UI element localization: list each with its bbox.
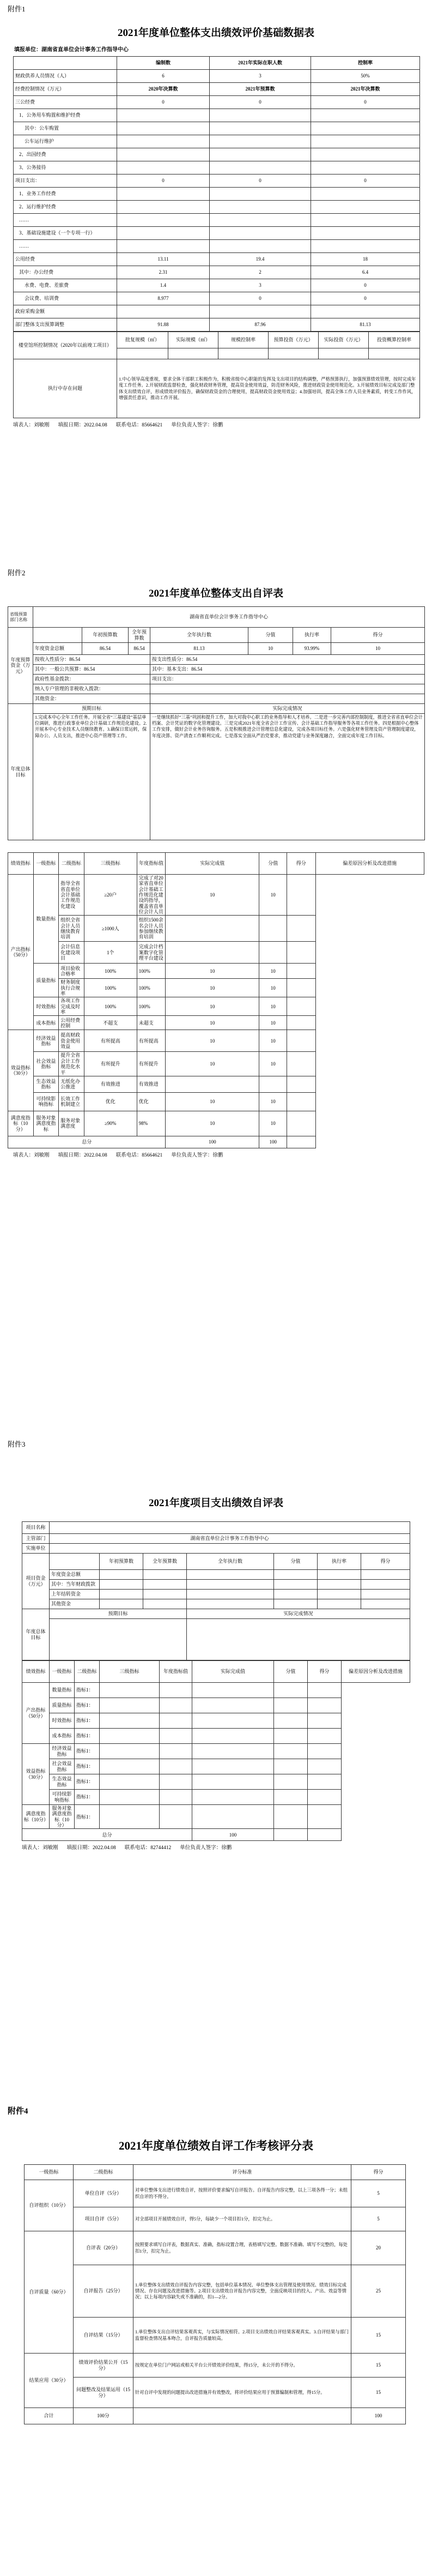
- annex2-indicator-rows: [8, 875, 424, 1136]
- indicator-row: 会计信息化建设项目 1个 完成会计档案数字化管理平台建设: [8, 942, 424, 964]
- table-row: [14, 227, 420, 240]
- annex4-table: 一级指标 二级指标 评分标准 得分 自评组织（10分） 单位自评（5分） 对单位整体支出进行绩效自评，按照评价要求编写自评报告。自评报告内容完整，以上三项各得一分；未组织自评的不得分。 5 项目自评（5分） 对全部项目开展绩效自评，得5分，每缺少一个项目扣1分，扣完为止。 5 自评质量（60分） 自评表（20分） 按照要求填写自评表，数据真实、准确，指标设置合理，表格填写完整。数据不准确、填写不完整的，每处扣1分，扣完为止。 20 自评报告（25分） 1.单位整体支出绩效自评报告内容完整，包括单位基本情况、单位整体支出管理及使用情况、绩效目标完成情况、存在问题及改进措施等。2.项目支出绩效自评报告内容完整，全面反映项目的投入、产出、效益等情况；以上每项内容缺失或不准确的，扣1—2分。 25 自评结果（15分） 1.单位整体支出自评结果客观真实，与实际情况相符。2.项目支出绩效自评结果客观真实。3.自评结果与部门监督检查情况基本吻合，自评报告质量较高。 15 结果应用（30分） 绩效评价结果公开（15分） 按规定在单位门户网站或相关平台公开绩效评价结果，得15分，未公开的不得分。 15 问题整改及结果运用（15分） 针对自评中发现的问题提出改进措施并有效整改，将评价结果应用于预算编制和管理，得15分。 15 合计 100分 100: [24, 2164, 406, 2424]
- row-label: 自评质量（60分）: [25, 2231, 74, 2354]
- annex4-section: [0, 2105, 432, 2424]
- row-label: 经费控制情况（万元）: [14, 83, 117, 96]
- table-row: [14, 109, 420, 122]
- table-row: [14, 148, 420, 161]
- indicator-row: 满意度指标（10分） 服务对象满意度指标（10分） 指标1：: [22, 1805, 410, 1829]
- row-label: 效益指标（30分）: [8, 1030, 34, 1111]
- annex4-rows: [25, 2180, 406, 2408]
- score-row: 项目自评（5分） 对全部项目开展绩效自评，得5分，每缺少一个项目扣1分，扣完为止。 5: [25, 2207, 406, 2231]
- row-label: 自评组织（10分）: [25, 2180, 74, 2231]
- indicator-row: 效益指标（30分） 经济效益指标 提高财政资金使用效益 有所提高 有所提高 10 10: [8, 1030, 424, 1052]
- row-label: 绩效指标: [22, 1661, 50, 1683]
- row-label: 1、公务用车购置和维护经费: [14, 109, 117, 122]
- annex2-label: 附件2: [8, 569, 26, 577]
- annex3-label: 附件3: [8, 1440, 26, 1448]
- row-label: 其中：办公经费: [14, 266, 117, 279]
- score-row: 自评结果（15分） 1.单位整体支出自评结果客观真实，与实际情况相符。2.项目支出绩效自评结果客观真实。3.自评结果与部门监督检查情况基本吻合，自评报告质量较高。 15: [25, 2318, 406, 2354]
- indicator-row: 组织全省会计人员继续教育培训 ≥1000人 组织1500余名会计人员参加继续教育培训: [8, 916, 424, 942]
- annex3-indicator-rows: [22, 1683, 410, 1829]
- annex2-footer: 填表人：刘敏刚 填报日期：2022.04.08 联系电话：85664621 单位负责人签字：徐鹏: [13, 1152, 223, 1158]
- indicator-row: 效益指标（30分） 经济效益指标 指标1：: [22, 1744, 410, 1759]
- annex3-indicator-table: 绩效指标 一级指标 二级指标 三级指标 年度指标值 实际完成值 分值 得分 偏差原因分析及改进措施 产出指标（50分） 数量指标 指标1： 质量指标 指标1： 时效指标 指标1： 成本指标 指标1： 效益指标（30分） 经济效益指标 指标1： 社会效益指标 指标1： 生态效益指标 指标1： 可持续影响指标 指标1： 满意度指标（10分） 服务对象满意度指标（10分） 指标1： 总分 100: [22, 1660, 410, 1841]
- score-row: 问题整改及结果运用（15分） 针对自评中发现的问题提出改进措施并有效整改，将评价结果应用于预算编制和管理，得15分。 15: [25, 2378, 406, 2408]
- table-row: 三公经费 0 0 0: [14, 96, 420, 109]
- row-label: 公用经费: [14, 253, 117, 266]
- table-row: [14, 188, 420, 201]
- table-row: [14, 161, 420, 174]
- row-label: 项目支出：: [14, 174, 117, 188]
- row-label: 结果应用（30分）: [25, 2354, 74, 2408]
- col-header: 控制率: [311, 57, 420, 70]
- annex3-footer: 填表人：刘敏刚 填报日期：2022.04.08 联系电话：82744412 单位负责人签字：徐鹏: [22, 1845, 232, 1851]
- indicator-row: 质量指标 指标1：: [22, 1698, 410, 1713]
- indicator-row: 产出指标（50分） 数量指标 指导全省省直单位会计基础工作规范化建设 ≥20户 完成了对20家省直单位会计基础工作规范化建设的指导，覆盖省直单位会计人员 10 10: [8, 875, 424, 916]
- row-label: 2、出国经费: [14, 148, 117, 161]
- row-label: 政府采购金额: [14, 305, 117, 318]
- goal-expected: 1.完成本中心全年工作任务。开展全省“三基建设”基层单位调研，推进行政事业单位会计基础工作规范化建设。2.开展本中心专业技术人员继续教育。3.确保日常运转，保障办公、人员支出，推进中心资产管理等工作。: [33, 714, 150, 840]
- row-label: 执行中存在问题: [14, 359, 117, 418]
- row-label: 满意度指标（10分）: [22, 1805, 50, 1829]
- indicator-row: 成本指标 公用经费控制 不超支 未超支 10 10: [8, 1016, 424, 1030]
- annex2-table: 省级预算部门名称 湖南省直单位会计事务工作指导中心 年度预算资金（万元） 年初预算数 全年预算数 全年执行数 分值 执行率 得分 年度资金总额 86.54 86.54 81.13 10 93.99% 10 按收入性质分：86.54 按支出性质分：86.54 其中：一般公共预算：86.54 其中：基本支出：86.54 政府性基金拨款： 项目支出： 纳入专户管理的非税收入拨款： 其他资金： 年度总体目标 预期目标 实际完成情况 1.完成本中心全年工作任务。开展全省“三基建设”基层单位调研，推进行政事业单位会计基础工作规范化建设。2.开展本中心专业技术人员继续教育。3.确保日常运转，保障办公、人员支出，推进中心资产管理等工作。 一是继续抓好“三基”巩固和提升工作，加大对我中心职工的业务指导和人才培养。二是进一步完善内部控制制度，推进全省省直单位会计档案、会计凭证的数字化管理建设。三是完成2021年度全省会计工作宣传、会计基础工作指导服务等各项工作任务。四是根据中心整体工作安排，做好会计业务咨询服务。五是积极推进会计管理信息化建设，完成各项目标任务。六是强化财务管理及资产管理制度建设，年度决算、资产清查工作顺利完成。七是落实全面从严治党要求，推动党建与业务深度融合，全面完成年度工作目标。: [8, 606, 425, 840]
- annex2-section: [0, 567, 432, 1158]
- annex3-table: 项目名称 主管部门 湖南省直单位会计事务工作指导中心 实施单位 项目资金（万元） 年初预算数 全年预算数 全年执行数 分值 执行率 得分 年度资金总额 其中：当年财政拨款 上年结转资金 其他资金 年度总体目标 预期目标 实际完成情况: [22, 1521, 410, 1660]
- row-label: ……: [14, 240, 117, 253]
- goal-actual: 一是继续抓好“三基”巩固和提升工作，加大对我中心职工的业务指导和人才培养。二是进一步完善内部控制制度，推进全省省直单位会计档案、会计凭证的数字化管理建设。三是完成2021年度全省会计工作宣传、会计基础工作指导服务等各项工作任务。四是根据中心整体工作安排，做好会计业务咨询服务。五是积极推进会计管理信息化建设，完成各项目标任务。六是强化财务管理及资产管理制度建设，年度决算、资产清查工作顺利完成。七是落实全面从严治党要求，推动党建与业务深度融合，全面完成年度工作目标。: [150, 714, 425, 840]
- annex1-unit: 填报单位：湖南省直单位会计事务工作指导中心: [14, 47, 129, 53]
- annex1-title: 2021年度单位整体支出绩效评价基础数据表: [117, 27, 314, 39]
- row-label: 公车运行维护: [14, 135, 117, 148]
- row-label: 产出指标（50分）: [8, 875, 34, 1030]
- indicator-row: 生态效益指标 指标1：: [22, 1774, 410, 1790]
- row-label: 部门整体支出预算调整: [14, 318, 117, 332]
- table-row: 公用经费 13.11 19.4 18: [14, 253, 420, 266]
- row-label: 3、公务接待: [14, 161, 117, 174]
- row-label: 1、业务工作经费: [14, 188, 117, 201]
- table-row: 项目支出： 0 0 0: [14, 174, 420, 188]
- row-label: 项目资金（万元）: [22, 1554, 50, 1609]
- annex3-title: 2021年度项目支出绩效自评表: [148, 1497, 283, 1509]
- row-label: 会议费、培训费: [14, 292, 117, 305]
- row-label: 产出指标（50分）: [22, 1683, 50, 1744]
- score-row: 结果应用（30分） 绩效评价结果公开（15分） 按规定在单位门户网站或相关平台公开绩效评价结果，得15分，未公开的不得分。 15: [25, 2354, 406, 2378]
- annex4-title: 2021年度单位绩效自评工作考核评分表: [119, 2139, 313, 2152]
- row-label: 财政供养人员情况（人）: [14, 70, 117, 83]
- annex2-indicator-table: 绩效指标 一级指标 二级指标 三级指标 年度指标值 实际完成值 分值 得分 偏差原因分析及改进措施 产出指标（50分） 数量指标 指导全省省直单位会计基础工作规范化建设 ≥20户 完成了对20家省直单位会计基础工作规范化建设的指导，覆盖省直单位会计人员 10 10 组织全省会计人员继续教育培训 ≥1000人 组织1500余名会计人员参加继续教育培训 会计信息化建设项目 1个 完成会计档案数字化管理平台建设 质量指标 项目验收合格率 100% 100% 10 10 财务制度执行合规率 100% 100% 10 10 时效指标 各项工作完成及时率 100% 100% 10 10 成本指标 公用经费控制 不超支 未超支 10 10 效益指标（30分） 经济效益指标 提高财政资金使用效益 有所提高 有所提高 10 10 社会效益指标 提升全省会计工作规范化水平 有所提升 有所提升 10 10 生态效益指标 无纸化办公推进 有效推进 有效推进 可持续影响指标 长效工作机制建立 优化 优化 10 10 满意度指标（10分） 服务对象满意度指标 服务对象满意度 ≥90% 98% 10 10 总分 100 100: [8, 852, 424, 1148]
- indicator-row: 社会效益指标 提升全省会计工作规范化水平 有所提升 有所提升 10 10: [8, 1052, 424, 1076]
- col-header: 编制数: [117, 57, 210, 70]
- problems-text: 1.中心领导高度重视，要求全体干部职工积极作为，积极省级中心职能的发挥及支出项目的结构调整，严格预算执行，加强预算绩效管理，按时完成年度工作任务。2.开展财政监督检查，强化财政财务管理，提高资金使用效益，防范财务风险，推进财政资金使用规范化。3.开展绩效目标完成及部门整体支出绩效自评，形成绩效评价报告，确保财政资金的合理使用，提高财政资金使用效益；4.加强培训，提高全体工作人员业务素质，转变工作作风，增强责任意识，推动工作开展。: [117, 359, 420, 418]
- row-label: 年度总体目标: [22, 1609, 50, 1660]
- table-row: [14, 135, 420, 148]
- indicator-row: 产出指标（50分） 数量指标 指标1：: [22, 1683, 410, 1698]
- table-row: 会议费、培训费 8.977 0 0: [14, 292, 420, 305]
- table-row: [14, 201, 420, 214]
- indicator-row: 财务制度执行合规率 100% 100% 10 10: [8, 979, 424, 997]
- indicator-row: 满意度指标（10分） 服务对象满意度指标 服务对象满意度 ≥90% 98% 10 10: [8, 1111, 424, 1136]
- indicator-row: 成本指标 指标1：: [22, 1729, 410, 1744]
- table-row: [14, 214, 420, 227]
- row-label: 楼堂馆所控制情况（2020年以前竣工项目）: [14, 332, 117, 359]
- annex1-budget-rows: [14, 96, 420, 305]
- row-label: 三公经费: [14, 96, 117, 109]
- row-label: 3、基础设施建设（一个专项一行）: [14, 227, 117, 240]
- col-header: 2021年实际在职人数: [210, 57, 311, 70]
- row-label: 效益指标（30分）: [22, 1744, 50, 1805]
- indicator-row: 时效指标 指标1：: [22, 1713, 410, 1729]
- row-label: 其中：公车购置: [14, 122, 117, 135]
- annex1-table: 编制数 2021年实际在职人数 控制率 财政供养人员情况（人） 6 3 50% 经费控制情况（万元） 2020年决算数 2021年预算数 2021年决算数 三公经费 0 0 0 1、公务用车购置和维护经费 其中：公车购置 公车运行维护 2、出国经费 3、公务接待 项目支出： 0 0 0 1、业务工作经费 2、运行维护经费 …… 3、基础设施建设（一个专项一行） …… 公用经费 13.11 19.4 18 其中：办公经费 2.31 2 6.4 水费、电费、差旅费 1.4 3 0 会议费、培训费 8.977 0 0 政府采购金额 部门整体支出预算调整 91.88 87.96 81.13: [13, 56, 420, 332]
- indicator-row: 社会效益指标 指标1：: [22, 1759, 410, 1774]
- score-row: 自评质量（60分） 自评表（20分） 按照要求填写自评表，数据真实、准确，指标设置合理，表格填写完整。数据不准确、填写不完整的，每处扣1分，扣完为止。 20: [25, 2231, 406, 2265]
- indicator-row: 时效指标 各项工作完成及时率 100% 100% 10 10: [8, 997, 424, 1016]
- row-label: 省级预算部门名称: [8, 607, 33, 628]
- indicator-row: 生态效益指标 无纸化办公推进 有效推进 有效推进: [8, 1076, 424, 1092]
- indicator-row: 可持续影响指标 长效工作机制建立 优化 优化 10 10: [8, 1092, 424, 1111]
- row-label: 绩效指标: [8, 853, 34, 875]
- row-label: 水费、电费、差旅费: [14, 279, 117, 292]
- annex1-label: 附件1: [8, 5, 26, 13]
- annex1-footer: 填表人：刘敏刚 填报日期：2022.04.08 联系电话：85664621 单位负责人签字：徐鹏: [13, 423, 223, 428]
- annex2-title: 2021年度单位整体支出自评表: [148, 588, 283, 599]
- row-label: ……: [14, 214, 117, 227]
- indicator-row: 可持续影响指标 指标1：: [22, 1790, 410, 1805]
- row-label: 2、运行维护经费: [14, 201, 117, 214]
- row-label: 年度总体目标: [8, 704, 33, 840]
- table-row: 水费、电费、差旅费 1.4 3 0: [14, 279, 420, 292]
- annex1-section: [0, 3, 432, 428]
- row-label: 满意度指标（10分）: [8, 1111, 34, 1136]
- annex1-asset-table: 楼堂馆所控制情况（2020年以前竣工项目） 批复规模（㎡） 实际规模（㎡） 规模控制率 预算投资（万元） 实际投资（万元） 投资概算控制率 执行中存在问题 1.中心领导高度重视，要求全体干部职工积极作为，积极省级中心职能的发挥及支出项目的结构调整，严格预算执行，加强预算绩效管理，按时完成年度工作任务。2.开展财政监督检查，强化财政财务管理，提高资金使用效益，防范财务风险，推进财政资金使用规范化。3.开展绩效目标完成及部门整体支出绩效自评，形成绩效评价报告，确保财政资金的合理使用，提高财政资金使用效益；4.加强培训，提高全体工作人员业务素质，转变工作作风，增强责任意识，推动工作开展。: [13, 332, 420, 418]
- table-row: 其中：办公经费 2.31 2 6.4: [14, 266, 420, 279]
- table-row: [14, 122, 420, 135]
- score-row: 自评报告（25分） 1.单位整体支出绩效自评报告内容完整，包括单位基本情况、单位整体支出管理及使用情况、绩效目标完成情况、存在问题及改进措施等。2.项目支出绩效自评报告内容完整，全面反映项目的投入、产出、效益等情况；以上每项内容缺失或不准确的，扣1—2分。 25: [25, 2265, 406, 2318]
- annex3-section: [0, 1439, 432, 1851]
- indicator-row: 质量指标 项目验收合格率 100% 100% 10 10: [8, 964, 424, 979]
- table-row: [14, 240, 420, 253]
- score-row: 自评组织（10分） 单位自评（5分） 对单位整体支出进行绩效自评，按照评价要求编写自评报告。自评报告内容完整，以上三项各得一分；未组织自评的不得分。 5: [25, 2180, 406, 2207]
- annex4-label: 附件4: [8, 2107, 28, 2116]
- row-label: 年度预算资金（万元）: [8, 628, 33, 704]
